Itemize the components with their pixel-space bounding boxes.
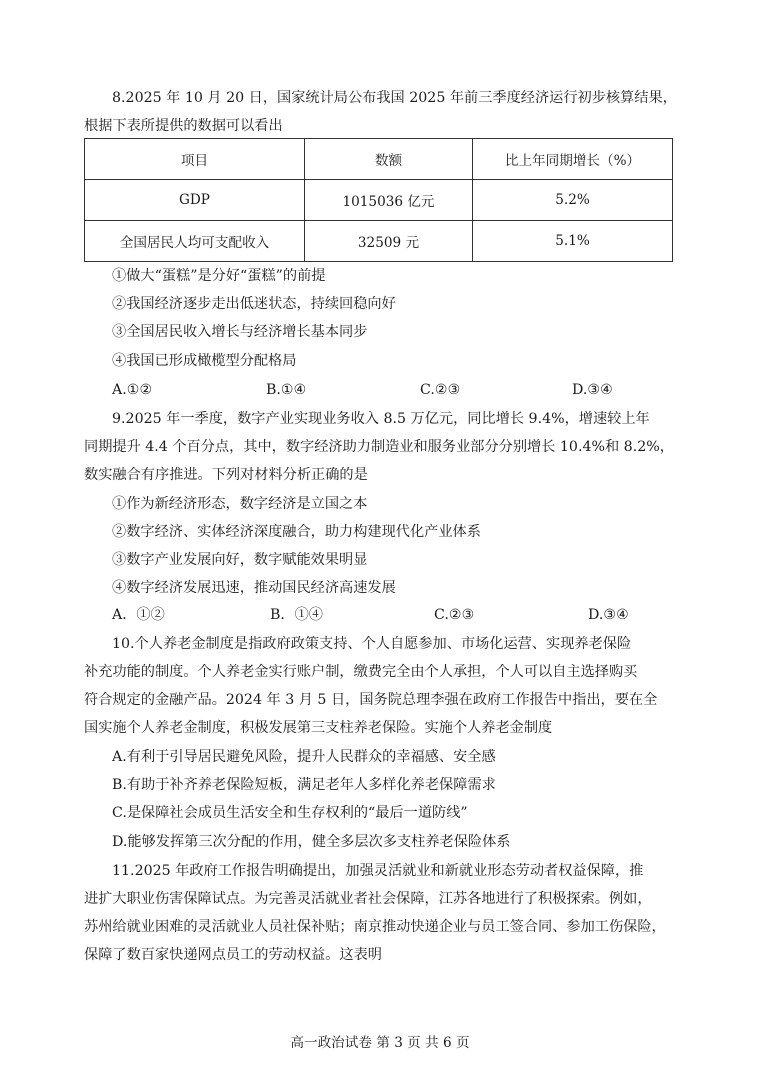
table-cell: GDP bbox=[85, 180, 305, 221]
q10-option-c[interactable]: C.是保障社会成员生活安全和生存权利的“最后一道防线” bbox=[112, 805, 468, 821]
q8-statement-2: ②我国经济逐步走出低迷状态，持续回稳向好 bbox=[112, 296, 396, 312]
q11-stem-line-4: 保障了数百家快递网点员工的劳动权益。这表明 bbox=[84, 947, 382, 963]
q9-choices bbox=[112, 605, 672, 625]
page-footer: 高一政治试卷 第 3 页 共 6 页 bbox=[290, 1035, 470, 1051]
q9-statement-1: ①作为新经济形态，数字经济是立国之本 bbox=[112, 496, 368, 512]
q10-stem-line-2: 补充功能的制度。个人养老金实行账户制，缴费完全由个人承担，个人可以自主选择购买 bbox=[84, 664, 638, 680]
table-header-row bbox=[85, 139, 673, 180]
table-row bbox=[85, 180, 673, 221]
table-cell: 5.1% bbox=[473, 221, 673, 262]
q11-stem-line-1: 11.2025 年政府工作报告明确提出，加强灵活就业和新就业形态劳动者权益保障，推 bbox=[112, 863, 644, 879]
q9-stem-line-3: 数实融合有序推进。下列对材料分析正确的是 bbox=[84, 467, 368, 483]
q8-choice-d[interactable]: D.③④ bbox=[572, 382, 613, 398]
table-header-cell: 比上年同期增长（%） bbox=[473, 139, 673, 180]
q11-stem-line-2: 进扩大职业伤害保障试点。为完善灵活就业者社会保障，江苏各地进行了积极探索。例如， bbox=[84, 891, 652, 907]
q10-option-d[interactable]: D.能够发挥第三次分配的作用，健全多层次多支柱养老保险体系 bbox=[112, 834, 511, 850]
q9-statement-4: ④数字经济发展迅速，推动国民经济高速发展 bbox=[112, 580, 396, 596]
table-cell: 全国居民人均可支配收入 bbox=[85, 221, 305, 262]
table-cell: 32509 元 bbox=[305, 221, 473, 262]
q8-choice-a[interactable]: A.①② bbox=[112, 382, 153, 398]
q11-stem-line-3: 苏州给就业困难的灵活就业人员社保补贴；南京推动快递企业与员工签合同、参加工伤保险， bbox=[84, 919, 666, 935]
q10-option-a[interactable]: A.有利于引导居民避免风险，提升人民群众的幸福感、安全感 bbox=[112, 749, 496, 765]
table-cell: 5.2% bbox=[473, 180, 673, 221]
q10-stem-line-1: 10.个人养老金制度是指政府政策支持、个人自愿参加、市场化运营、实现养老保险 bbox=[112, 636, 632, 652]
q8-stem-line-1: 8.2025 年 10 月 20 日，国家统计局公布我国 2025 年前三季度经济运行初步核算结果， bbox=[112, 90, 677, 106]
q9-choice-a[interactable]: A．①② bbox=[112, 607, 165, 623]
q8-data-table bbox=[84, 138, 673, 262]
q10-stem-line-4: 国实施个人养老金制度，积极发展第三支柱养老保险。实施个人养老金制度 bbox=[84, 720, 553, 736]
table-cell: 1015036 亿元 bbox=[305, 180, 473, 221]
q8-choices bbox=[112, 380, 672, 400]
q9-choice-b[interactable]: B．①④ bbox=[270, 607, 323, 623]
q8-statement-1: ①做大“蛋糕”是分好“蛋糕”的前提 bbox=[112, 268, 326, 284]
q9-statement-3: ③数字产业发展向好，数字赋能效果明显 bbox=[112, 552, 368, 568]
q8-choice-b[interactable]: B.①④ bbox=[266, 382, 307, 398]
q9-statement-2: ②数字经济、实体经济深度融合，助力构建现代化产业体系 bbox=[112, 524, 481, 540]
table-row bbox=[85, 221, 673, 262]
q8-statement-4: ④我国已形成橄榄型分配格局 bbox=[112, 353, 297, 369]
q8-stem-line-2: 根据下表所提供的数据可以看出 bbox=[84, 118, 283, 134]
q10-stem-line-3: 符合规定的金融产品。2024 年 3 月 5 日，国务院总理李强在政府工作报告中指出，要在全 bbox=[84, 692, 658, 708]
q9-choice-c[interactable]: C.②③ bbox=[434, 607, 475, 623]
q9-choice-d[interactable]: D.③④ bbox=[588, 607, 629, 623]
q8-statement-3: ③全国居民收入增长与经济增长基本同步 bbox=[112, 324, 368, 340]
q10-option-b[interactable]: B.有助于补齐养老保险短板，满足老年人多样化养老保障需求 bbox=[112, 777, 496, 793]
table-header-cell: 数额 bbox=[305, 139, 473, 180]
table-header-cell: 项目 bbox=[85, 139, 305, 180]
q9-stem-line-1: 9.2025 年一季度，数字产业实现业务收入 8.5 万亿元，同比增长 9.4%，增速较上年 bbox=[112, 411, 650, 427]
q8-choice-c[interactable]: C.②③ bbox=[420, 382, 461, 398]
q9-stem-line-2: 同期提升 4.4 个百分点，其中，数字经济助力制造业和服务业部分分别增长 10.4%和 8.2%， bbox=[84, 439, 674, 455]
